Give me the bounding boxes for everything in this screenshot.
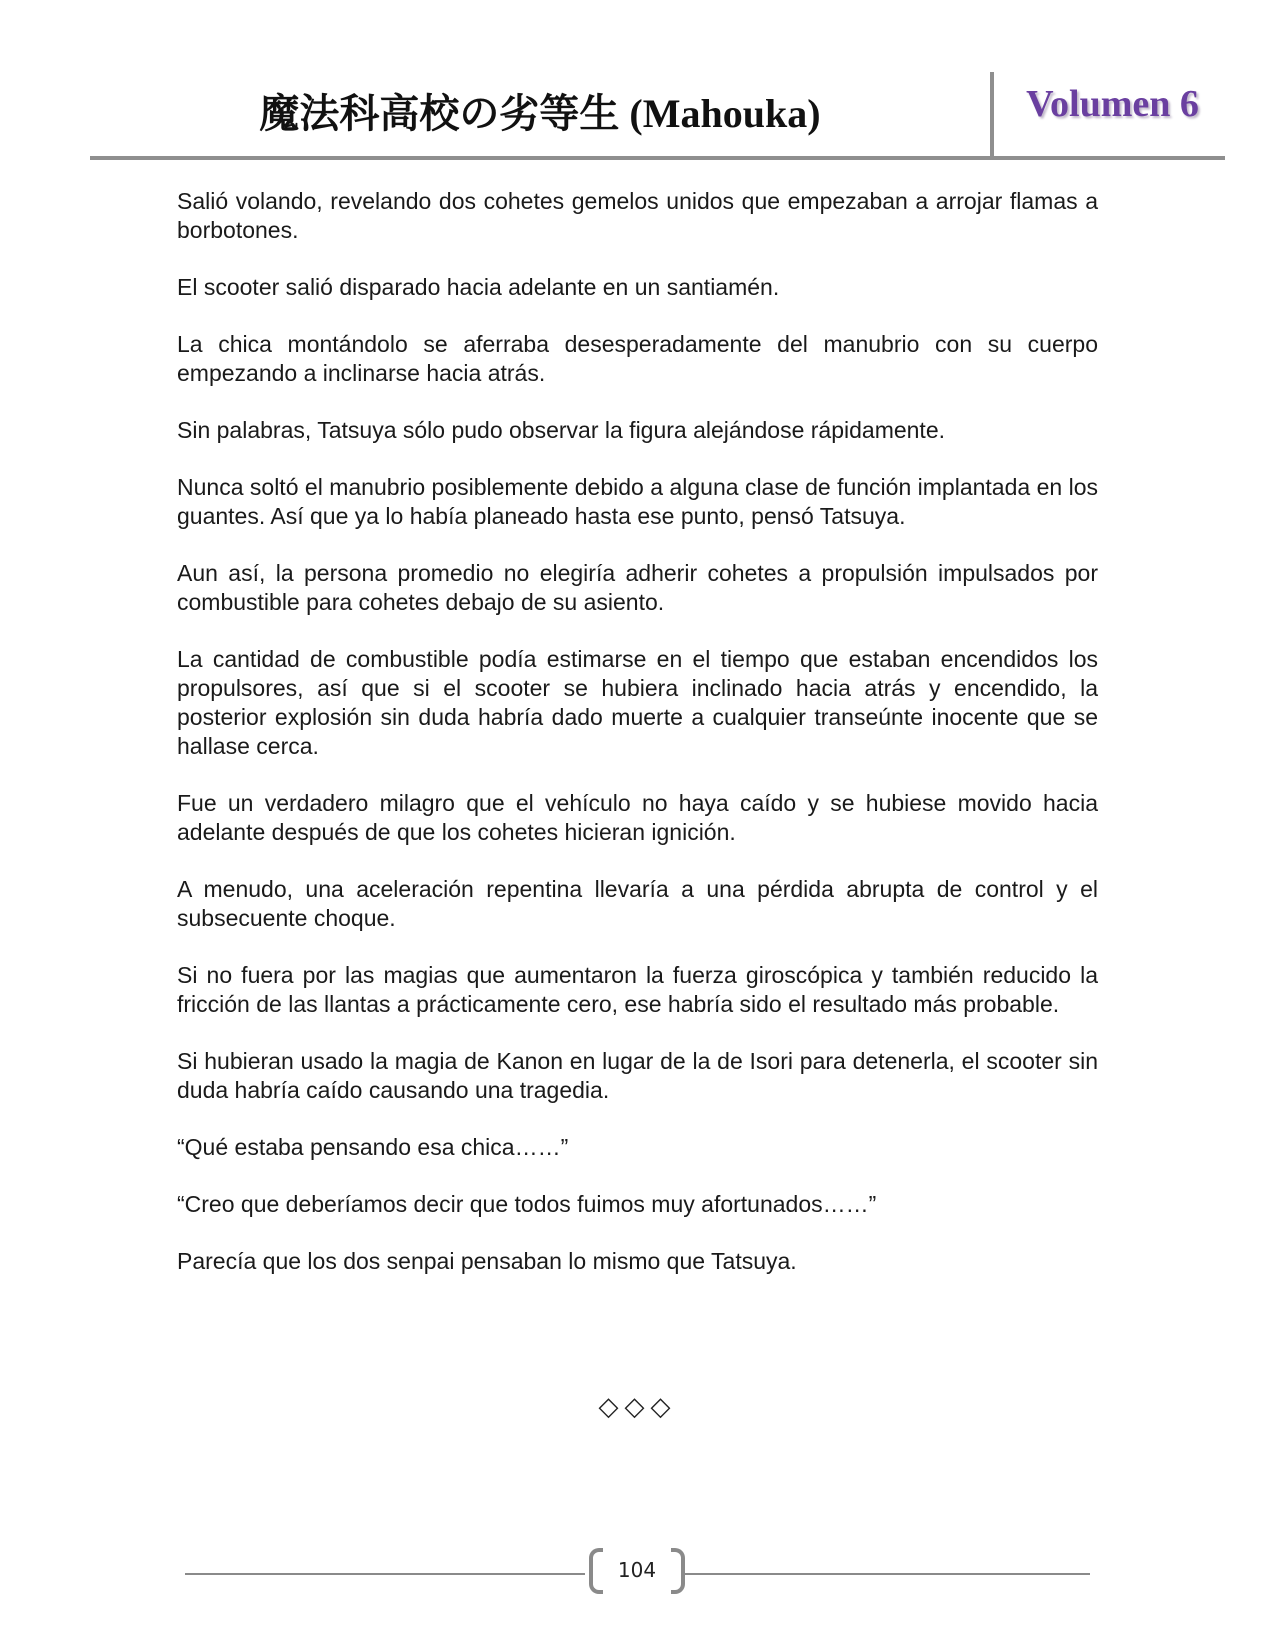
dialogue-line: “Creo que deberíamos decir que todos fuimos muy afortunados……”: [177, 1191, 877, 1217]
paragraph: La chica montándolo se aferraba desesperadamente del manubrio con su cuerpo empezando a inclinarse hacia atrás.: [177, 331, 1098, 386]
page-header: [90, 72, 1225, 160]
right-bracket-ornament: [671, 1548, 685, 1594]
body-text: [177, 187, 1098, 1304]
footer-rule-left: [185, 1573, 585, 1575]
paragraph: Sin palabras, Tatsuya sólo pudo observar la figura alejándose rápidamente.: [177, 417, 946, 443]
scene-break-diamonds: ◇◇◇: [598, 1392, 677, 1422]
volume-label: Volumen 6: [1026, 83, 1199, 125]
paragraph: Aun así, la persona promedio no elegiría adherir cohetes a propulsión impulsados por combustible para cohetes debajo de su asiento.: [177, 560, 1098, 615]
header-rule: [90, 156, 1225, 160]
paragraph: Nunca soltó el manubrio posiblemente debido a alguna clase de función implantada en los guantes. Así que ya lo había planeado hasta ese punto, pensó Tatsuya.: [177, 474, 1098, 529]
paragraph: Si hubieran usado la magia de Kanon en lugar de la de Isori para detenerla, el scooter sin duda habría caído causando una tragedia.: [177, 1048, 1098, 1103]
paragraph: Si no fuera por las magias que aumentaron la fuerza giroscópica y también reducido la fricción de las llantas a prácticamente cero, ese habría sido el resultado más probable.: [177, 962, 1098, 1017]
dialogue-line: “Qué estaba pensando esa chica……”: [177, 1134, 569, 1160]
paragraph: La cantidad de combustible podía estimarse en el tiempo que estaban encendidos los propulsores, así que si el scooter se hubiera inclinado hacia atrás y encendido, la posterior explosión sin duda habría dado muerte a cualquier transeúnte inocente que se hallase cerca.: [177, 646, 1098, 759]
header-divider: [990, 72, 994, 158]
paragraph: Fue un verdadero milagro que el vehículo no haya caído y se hubiese movido hacia adelante después de que los cohetes hicieran ignición.: [177, 790, 1098, 845]
left-bracket-ornament: [589, 1548, 603, 1594]
footer-rule-right: [685, 1573, 1090, 1575]
paragraph: Salió volando, revelando dos cohetes gemelos unidos que empezaban a arrojar flamas a borbotones.: [177, 188, 1098, 243]
page-number: 104: [617, 1558, 657, 1582]
paragraph: El scooter salió disparado hacia adelante en un santiamén.: [177, 274, 780, 300]
paragraph: A menudo, una aceleración repentina llevaría a una pérdida abrupta de control y el subsecuente choque.: [177, 876, 1098, 931]
paragraph: Parecía que los dos senpai pensaban lo mismo que Tatsuya.: [177, 1248, 797, 1274]
page-footer: [185, 1548, 1090, 1598]
book-title: 魔法科高校の劣等生 (Mahouka): [259, 91, 821, 136]
